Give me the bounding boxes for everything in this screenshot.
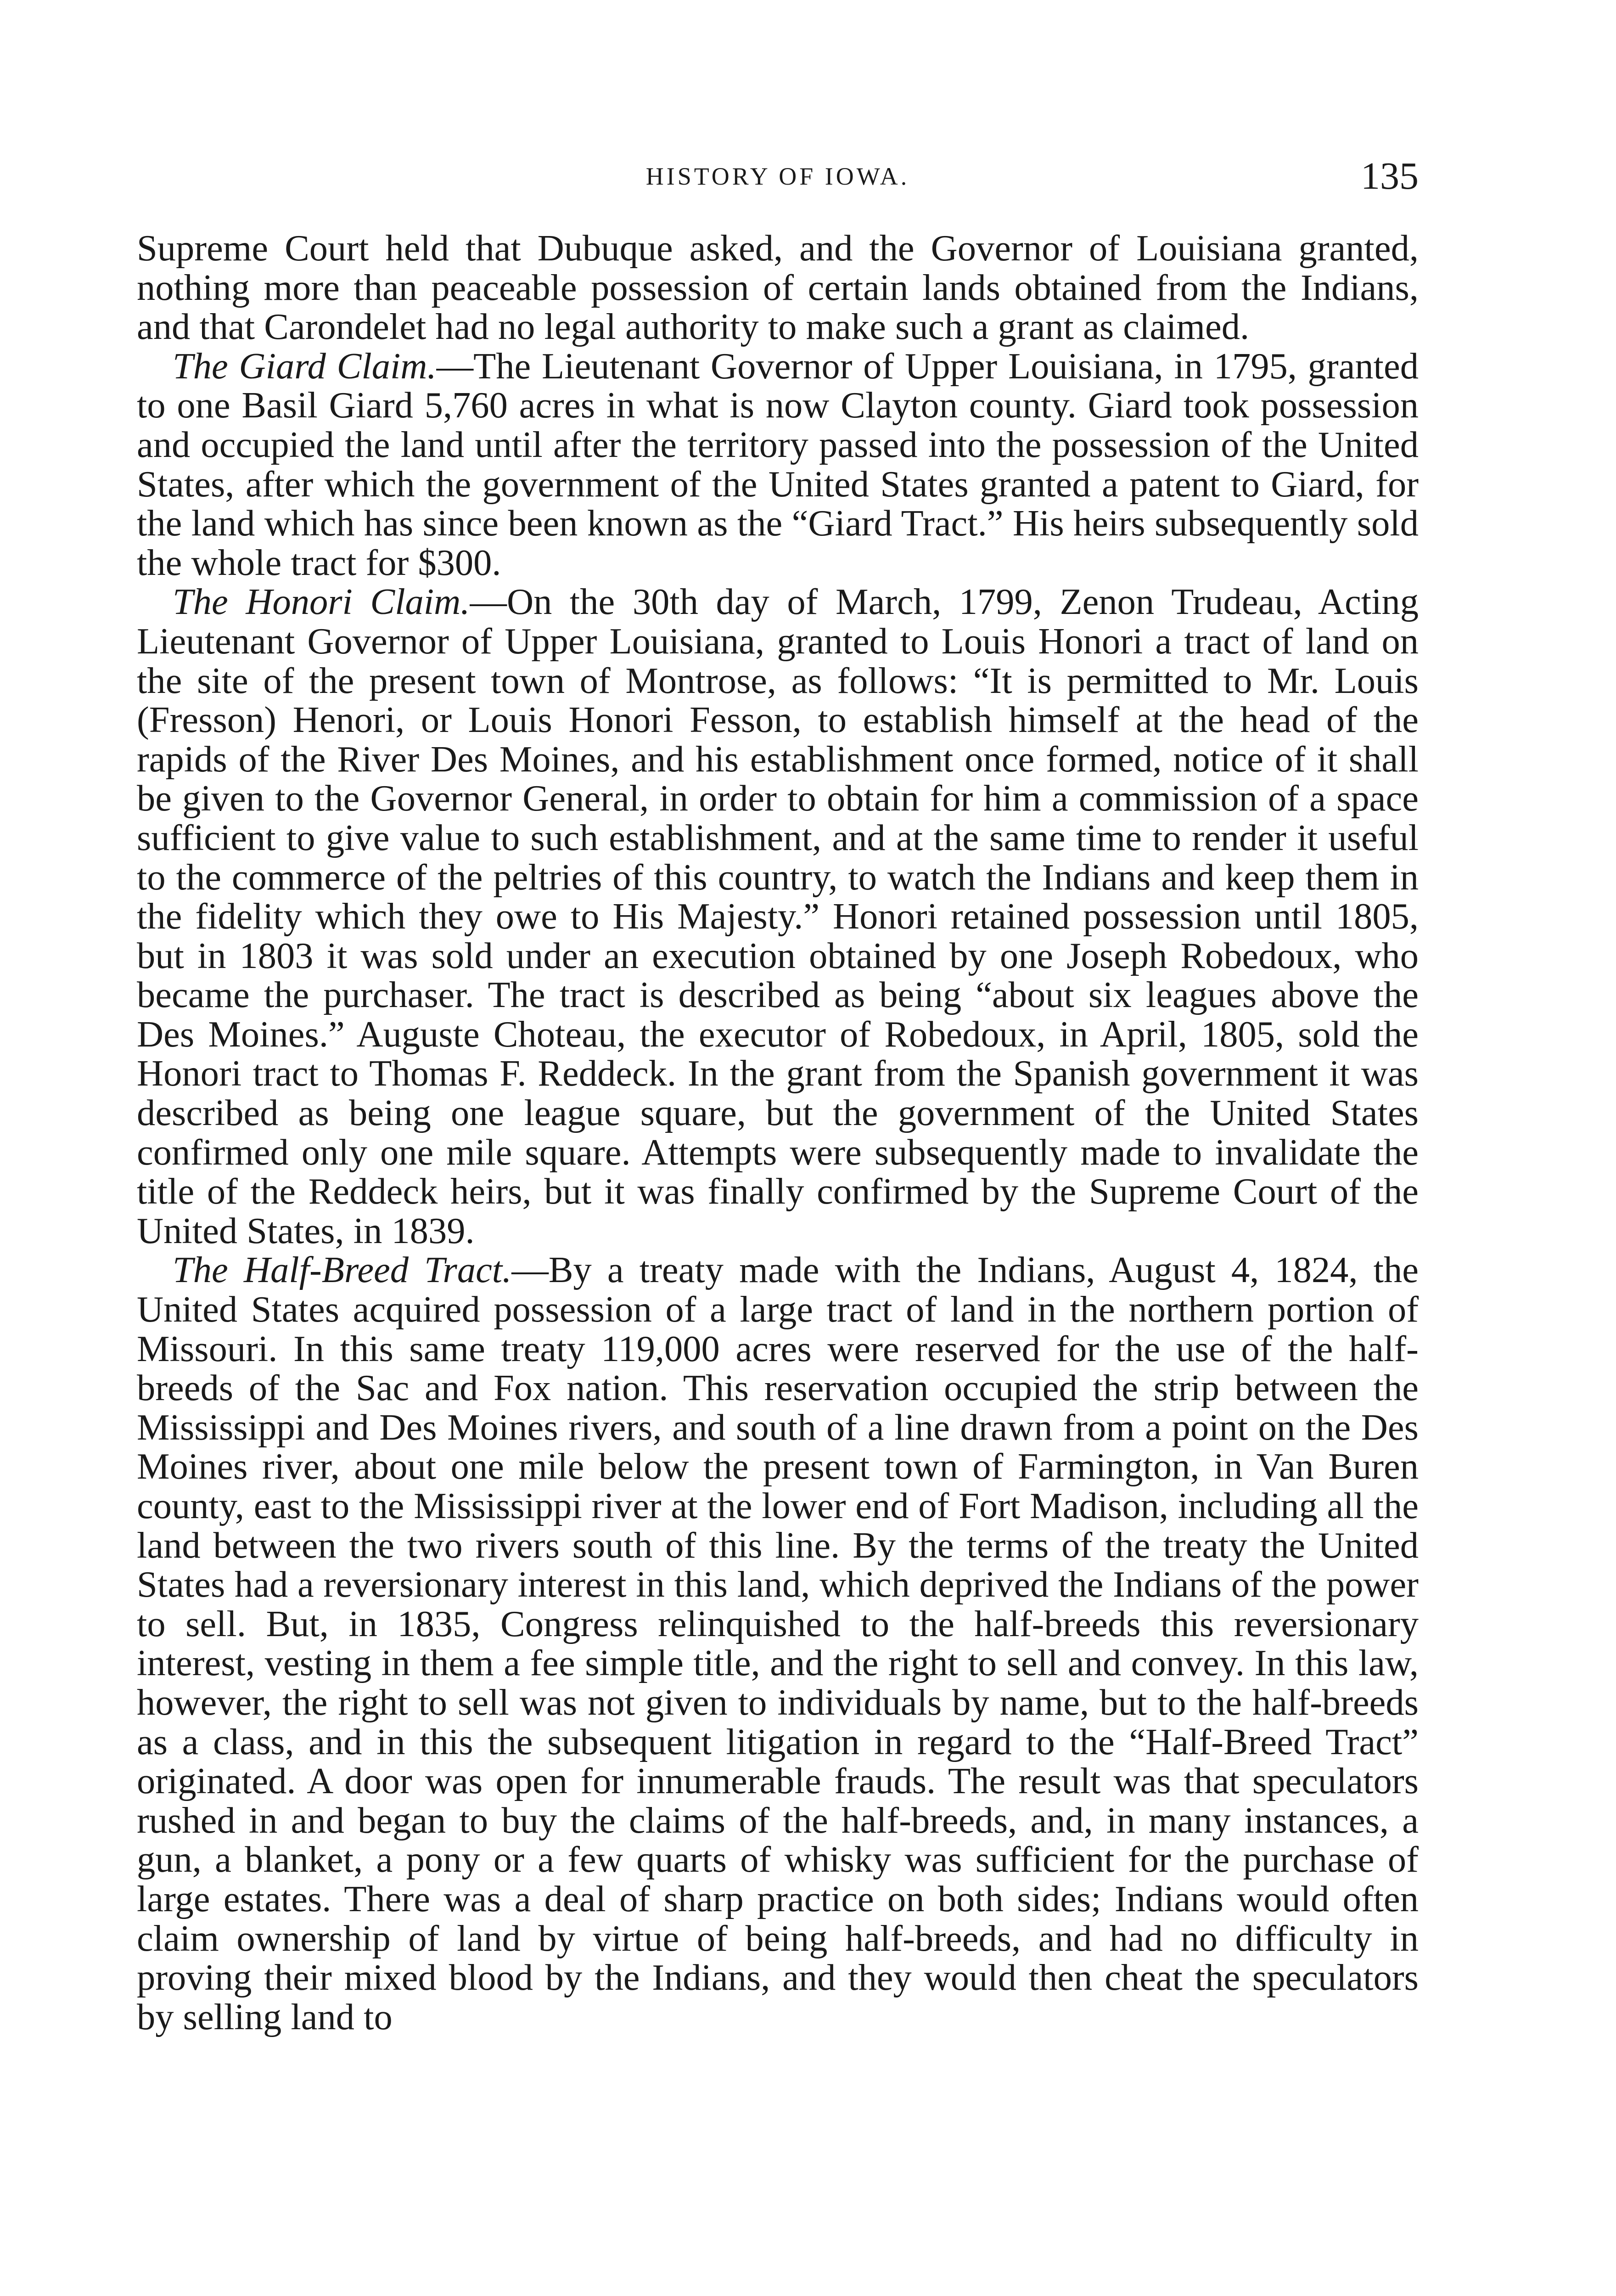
- paragraph-half-breed-tract: [137, 1250, 1419, 2037]
- paragraph-giard-claim: [137, 347, 1419, 583]
- paragraph-text: —By a treaty made with the Indians, August 4, 1824, the United States acquired possession of a large tract of land in the northern portion of Missouri. In this same treaty 119,000 acres were reserved for the use of the half-breeds of the Sac and Fox nation. This reservation occupied the strip between the Mississippi and Des Moines rivers, and south of a line drawn from a point on the Des Moines river, about one mile below the present town of Farmington, in Van Buren county, east to the Mississippi river at the lower end of Fort Madison, including all the land between the two rivers south of this line. By the terms of the treaty the United States had a reversionary interest in this land, which deprived the Indians of the power to sell. But, in 1835, Congress relinquished to the half-breeds this reversionary interest, vesting in them a fee simple title, and the right to sell and convey. In this law, however, the right to sell was not given to individuals by name, but to the half-breeds as a class, and in this the subsequent litigation in regard to the “Half-Breed Tract” originated. A door was open for innumerable frauds. The result was that speculators rushed in and began to buy the claims of the half-breeds, and, in many instances, a gun, a blanket, a pony or a few quarts of whisky was sufficient for the purchase of large estates. There was a deal of sharp practice on both sides; Indians would often claim ownership of land by virtue of being half-breeds, and had no difficulty in proving their mixed blood by the Indians, and they would then cheat the speculators by selling land to: [137, 1249, 1419, 2037]
- page-number: 135: [1361, 155, 1419, 197]
- running-title: HISTORY OF IOWA.: [645, 163, 910, 190]
- section-title-half-breed-tract: The Half-Breed Tract.: [173, 1249, 512, 1291]
- paragraph-text: —The Lieutenant Governor of Upper Louisiana, in 1795, granted to one Basil Giard 5,760 acres in what is now Clayton county. Giard took possession and occupied the land until after the territory passed into the possession of the United States, after which the government of the United States granted a patent to Giard, for the land which has since been known as the “Giard Tract.” His heirs subsequently sold the whole tract for $300.: [137, 345, 1419, 583]
- body-text: [137, 229, 1419, 2037]
- paragraph-text: —On the 30th day of March, 1799, Zenon Trudeau, Acting Lieutenant Governor of Upper Louisiana, granted to Louis Honori a tract of land on the site of the present town of Montrose, as follows: “It is permitted to Mr. Louis (Fresson) Henori, or Louis Honori Fesson, to establish himself at the head of the rapids of the River Des Moines, and his establishment once formed, notice of it shall be given to the Governor General, in order to obtain for him a commission of a space sufficient to give value to such establishment, and at the same time to render it useful to the commerce of the peltries of this country, to watch the Indians and keep them in the fidelity which they owe to His Majesty.” Honori retained possession until 1805, but in 1803 it was sold under an execution obtained by one Joseph Robedoux, who became the purchaser. The tract is described as being “about six leagues above the Des Moines.” Auguste Choteau, the executor of Robedoux, in April, 1805, sold the Honori tract to Thomas F. Reddeck. In the grant from the Spanish government it was described as being one league square, but the government of the United States confirmed only one mile square. Attempts were subsequently made to invalidate the title of the Reddeck heirs, but it was finally confirmed by the Supreme Court of the United States, in 1839.: [137, 581, 1419, 1251]
- document-page: [137, 0, 1419, 2296]
- paragraph-text: Supreme Court held that Dubuque asked, and the Governor of Louisiana granted, nothing more than peaceable possession of certain lands obtained from the Indians, and that Carondelet had no legal authority to make such a grant as claimed.: [137, 228, 1419, 348]
- section-title-giard-claim: The Giard Claim.: [173, 345, 437, 387]
- paragraph-honori-claim: [137, 582, 1419, 1250]
- running-header: [137, 154, 1419, 195]
- paragraph-dubuque-continuation: [137, 229, 1419, 347]
- section-title-honori-claim: The Honori Claim.: [173, 581, 470, 623]
